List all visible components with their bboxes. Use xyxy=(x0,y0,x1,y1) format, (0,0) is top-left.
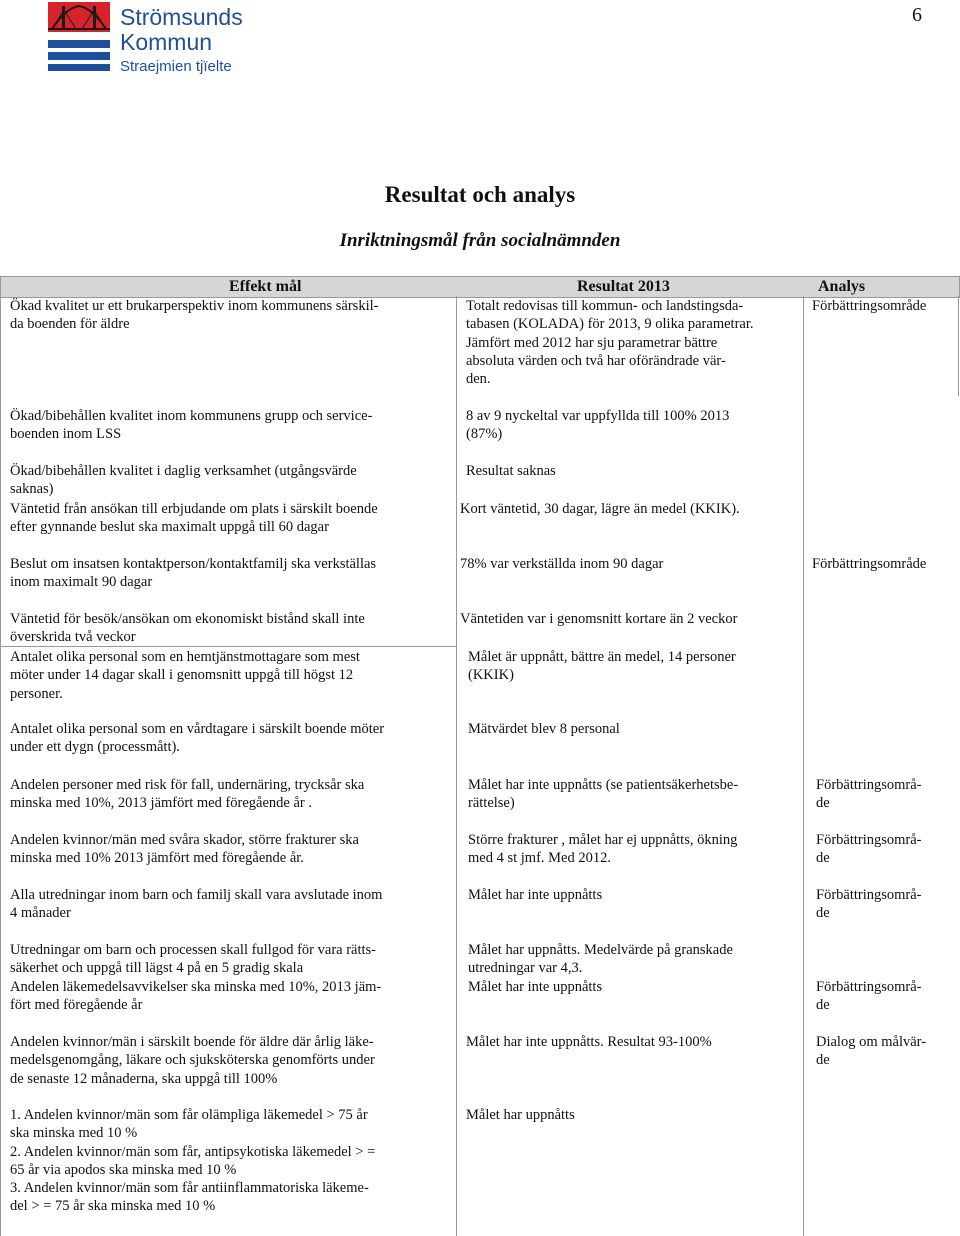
row-13-resultat: Målet har inte uppnåtts xyxy=(468,979,603,995)
row-7-resultat: Målet är uppnått, bättre än medel, 14 personer (KKIK) xyxy=(468,649,736,684)
row-14-effekt: Andelen kvinnor/män i särskilt boende för äldre där årlig läke- medelsgenomgång, läkare och sjuksköterska genomförts under de senaste 12 månaderna, ska uppgå till 100% xyxy=(10,1034,375,1087)
row-2-effekt: Ökad/bibehållen kvalitet inom kommunens grupp och service- boenden inom LSS xyxy=(10,408,373,443)
page-subtitle: Inriktningsmål från socialnämnden xyxy=(339,230,621,251)
row-14-analys: Dialog om målvär- de xyxy=(816,1034,927,1069)
row-5-resultat: 78% var verkställda inom 90 dagar xyxy=(460,556,664,572)
table-header xyxy=(0,276,960,298)
municipality-logo xyxy=(48,2,248,86)
row-10-resultat: Större frakturer , målet har ej uppnåtts, ökning med 4 st jmf. Med 2012. xyxy=(468,832,738,867)
row-15-effekt: 1. Andelen kvinnor/män som får olämpliga läkemedel > 75 år ska minska med 10 % 2. Andelen kvinnor/män som får, antipsykotiska läkemedel > = 65 år via apodos ska minska med 10 % 3. Andelen kvinnor/män som får antiinflammatoriska läkeme- del > = 75 år ska minska med 10 % xyxy=(10,1107,376,1215)
row-6-effekt: Väntetid för besök/ansökan om ekonomiskt bistånd skall inte överskrida två veckor xyxy=(10,611,365,646)
bridge-logo-icon xyxy=(48,2,114,86)
row-8-effekt: Antalet olika personal som en vårdtagare i särskilt boende möter under ett dygn (processmått). xyxy=(10,721,385,756)
row-divider xyxy=(0,646,456,647)
row-11-analys: Förbättringsområ- de xyxy=(816,887,922,922)
row-1-effekt: Ökad kvalitet ur ett brukarperspektiv inom kommunens särskil- da boenden för äldre xyxy=(10,298,379,333)
row-5-effekt: Beslut om insatsen kontaktperson/kontaktfamilj ska verkställas inom maximalt 90 dagar xyxy=(10,556,377,591)
row-12-resultat: Målet har uppnåtts. Medelvärde på granskade utredningar var 4,3. xyxy=(468,942,733,977)
row-11-effekt: Alla utredningar inom barn och familj skall vara avslutade inom 4 månader xyxy=(10,887,383,922)
row-14-resultat: Målet har inte uppnåtts. Resultat 93-100% xyxy=(466,1034,712,1050)
row-1-resultat: Totalt redovisas till kommun- och landstingsda- tabasen (KOLADA) för 2013, 9 olika parametrar. Jämfört med 2012 har sju parametrar bättre absoluta värden och två har oförändrade vär- den. xyxy=(466,298,754,388)
row-7-effekt: Antalet olika personal som en hemtjänstmottagare som mest möter under 14 dagar skall i genomsnitt uppgå till högst 12 personer. xyxy=(10,649,360,702)
row-11-resultat: Målet har inte uppnåtts xyxy=(468,887,603,903)
logo-tagline: Straejmien tjïelte xyxy=(120,58,232,75)
header-analys: Analys xyxy=(818,278,866,295)
row-10-effekt: Andelen kvinnor/män med svåra skador, större frakturer ska minska med 10% 2013 jämfört med föregående år. xyxy=(10,832,359,867)
row-13-effekt: Andelen läkemedelsavvikelser ska minska med 10%, 2013 jäm- fört med föregående år xyxy=(10,979,382,1014)
page-number: 6 xyxy=(912,4,922,26)
row-9-analys: Förbättringsområ- de xyxy=(816,777,922,812)
logo-name-line2: Kommun xyxy=(120,29,213,55)
table-divider-1 xyxy=(456,296,457,1236)
row-12-effekt: Utredningar om barn och processen skall fullgod för vara rätts- säkerhet och uppgå till lägst 4 på en 5 gradig skala xyxy=(10,942,377,977)
logo-name-line1: Strömsunds xyxy=(120,4,243,30)
row-9-effekt: Andelen personer med risk för fall, undernäring, trycksår ska minska med 10%, 2013 jämfört med föregående år . xyxy=(10,777,365,812)
page-title: Resultat och analys xyxy=(384,182,576,207)
header-resultat: Resultat 2013 xyxy=(577,278,670,295)
row-10-analys: Förbättringsområ- de xyxy=(816,832,922,867)
row-13-analys: Förbättringsområ- de xyxy=(816,979,922,1014)
row-15-resultat: Målet har uppnåtts xyxy=(466,1107,575,1123)
row-4-resultat: Kort väntetid, 30 dagar, lägre än medel (KKIK). xyxy=(460,501,740,517)
row-5-analys: Förbättringsområde xyxy=(812,556,927,572)
row-1-analys: Förbättringsområde xyxy=(812,298,927,314)
row-6-resultat: Väntetiden var i genomsnitt kortare än 2 veckor xyxy=(460,611,738,627)
row-9-resultat: Målet har inte uppnåtts (se patientsäkerhetsbe- rättelse) xyxy=(468,777,739,812)
table-border-right xyxy=(958,296,959,396)
header-effekt-mal: Effekt mål xyxy=(229,278,302,295)
row-3-resultat: Resultat saknas xyxy=(466,463,556,479)
row-2-resultat: 8 av 9 nyckeltal var uppfyllda till 100% 2013 (87%) xyxy=(466,408,730,443)
table-border-left xyxy=(0,296,1,1236)
row-8-resultat: Mätvärdet blev 8 personal xyxy=(468,721,620,737)
row-4-effekt: Väntetid från ansökan till erbjudande om plats i särskilt boende efter gynnande beslut ska maximalt uppgå till 60 dagar xyxy=(10,501,378,536)
row-3-effekt: Ökad/bibehållen kvalitet i daglig verksamhet (utgångsvärde saknas) xyxy=(10,463,357,498)
table-divider-2 xyxy=(803,296,804,1236)
